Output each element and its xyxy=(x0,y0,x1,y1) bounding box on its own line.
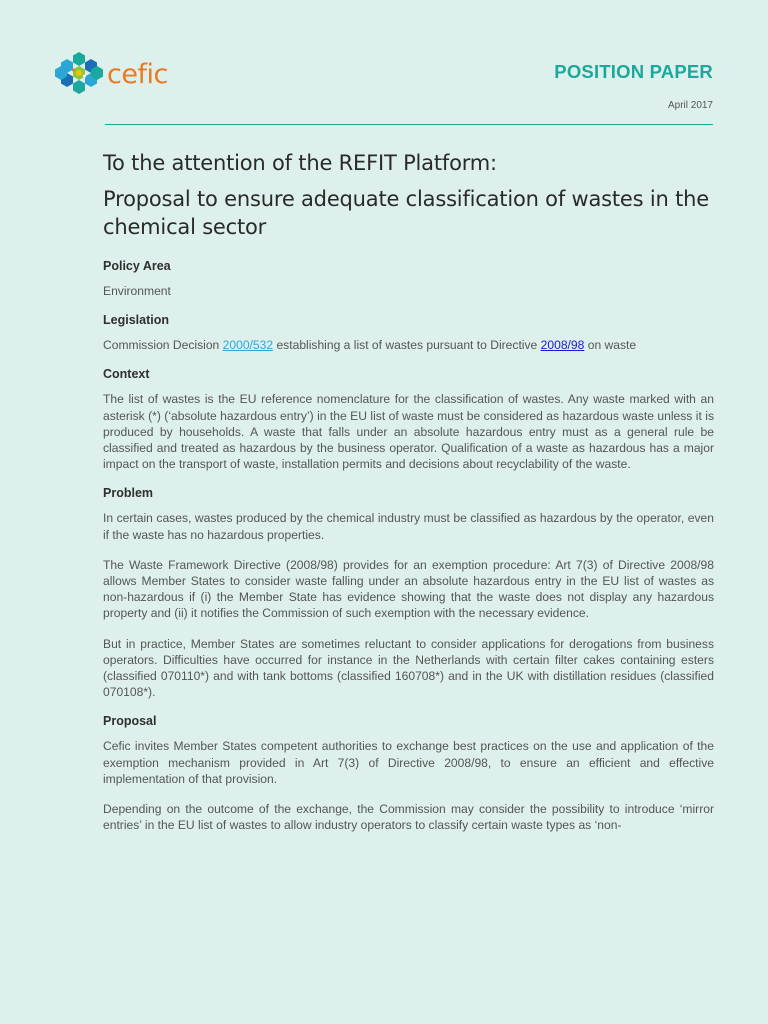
legislation-text xyxy=(103,337,714,353)
cefic-logo xyxy=(54,50,168,98)
document-body xyxy=(103,150,714,847)
problem-paragraph-1: In certain cases, wastes produced by the chemical industry must be classified as hazardous by the operator, even if the waste has no hazardous properties. xyxy=(103,511,714,542)
section-heading-proposal: Proposal xyxy=(103,714,157,729)
page-title: To the attention of the REFIT Platform: xyxy=(103,151,497,175)
header-divider xyxy=(105,124,713,125)
section-heading-problem: Problem xyxy=(103,486,154,501)
page-subtitle: Proposal to ensure adequate classification of wastes in the chemical sector xyxy=(103,187,709,239)
section-heading-context: Context xyxy=(103,367,150,382)
section-heading-policy-area: Policy Area xyxy=(103,258,171,273)
proposal-paragraph-2: Depending on the outcome of the exchange, the Commission may consider the possibility to introduce ‘mirror entries’ in the EU list of wastes to allow industry operators to classify certain waste types as ‘non- xyxy=(103,801,714,833)
legislation-text-post: on waste xyxy=(584,338,637,353)
document-type-label: POSITION PAPER xyxy=(554,61,713,82)
problem-paragraph-3: But in practice, Member States are sometimes reluctant to consider applications for derogations from business operators. Difficulties have occurred for instance in the Netherlands with certain filter cakes containing esters (classified 070110*) and with tank bottoms (classified 160708*) and in the UK with distillation residues (classified 070108*). xyxy=(103,636,714,700)
proposal-paragraph-1: Cefic invites Member States competent authorities to exchange best practices on the use and application of the exemption mechanism provided in Art 7(3) of Directive 2008/98, to ensure an efficient and effective implementation of that provision. xyxy=(103,739,714,786)
section-heading-legislation: Legislation xyxy=(103,313,169,328)
legislation-text-mid: establishing a list of wastes pursuant to Directive xyxy=(273,338,541,353)
legislation-text-pre: Commission Decision xyxy=(103,338,223,353)
directive-2008-98-link[interactable]: 2008/98 xyxy=(540,338,585,353)
context-paragraph-1: The list of wastes is the EU reference nomenclature for the classification of wastes. Any waste marked with an asterisk (*) (‘absolute hazardous entry’) in the EU list of waste must be considered as hazardous waste unless it is produced by households. A waste that falls under an absolute hazardous entry must as a general rule be classified and treated as hazardous by the business operator. Qualification of a waste as hazardous has a major impact on the transport of waste, installation permits and decisions about recyclability of the waste. xyxy=(103,392,714,472)
hexagon-cluster-icon xyxy=(54,50,104,98)
document-date: April 2017 xyxy=(667,100,713,111)
decision-2000-532-link[interactable]: 2000/532 xyxy=(222,338,274,353)
policy-area-text: Environment xyxy=(103,283,171,298)
problem-paragraph-2: The Waste Framework Directive (2008/98) provides for an exemption procedure: Art 7(3) of Directive 2008/98 allows Member States to consider waste falling under an absolute hazardous entry in the EU list of wastes as non-hazardous if (i) the Member State has evidence showing that the waste does not display any hazardous property and (ii) it notifies the Commission of such exemption with the necessary evidence. xyxy=(103,557,714,621)
logo-wordmark: cefic xyxy=(107,58,168,90)
